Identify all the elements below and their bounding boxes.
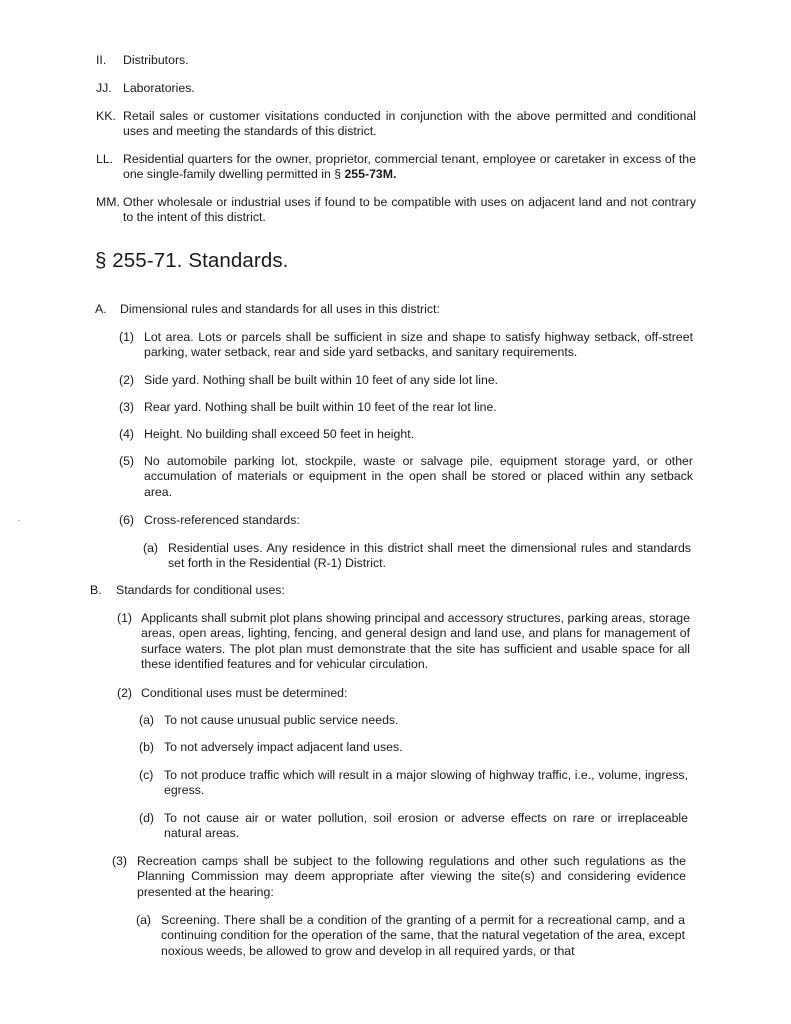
- item-text: Side yard. Nothing shall be built within 10 feet of any side lot line.: [144, 373, 499, 387]
- item-label: (2): [117, 686, 133, 700]
- item-label: (d): [139, 811, 155, 825]
- item-text: To not adversely impact adjacent land uses.: [164, 740, 403, 754]
- use-label: JJ.: [96, 81, 112, 95]
- b-item-2-sub-d: [139, 811, 688, 842]
- item-label: (4): [119, 427, 135, 441]
- item-text: Recreation camps shall be subject to the following regulations and other such regulations as the Planning Commission may deem appropriate after viewing the site(s) and considering evidence presented at the hearing:: [137, 854, 686, 899]
- item-label: (a): [139, 713, 155, 727]
- use-label: II.: [96, 53, 107, 67]
- use-text: Residential quarters for the owner, proprietor, commercial tenant, employee or caretaker in excess of the one single-family dwelling permitted in § 255-73M.: [123, 152, 696, 182]
- item-label: (1): [119, 330, 135, 344]
- item-label: (3): [112, 854, 128, 868]
- item-text: Conditional uses must be determined:: [141, 686, 348, 700]
- item-label: (1): [117, 611, 133, 625]
- use-text: Retail sales or customer visitations conducted in conjunction with the above permitted and conditional uses and meeting the standards of this district.: [123, 109, 696, 139]
- a-item-6: [119, 513, 693, 528]
- use-item-mm: [96, 195, 696, 226]
- item-label: (5): [119, 454, 135, 468]
- section-title: § 255-71. Standards.: [95, 249, 289, 272]
- subsection-text: Dimensional rules and standards for all uses in this district:: [120, 302, 440, 316]
- a-item-2: [119, 373, 693, 388]
- scan-speck: [18, 520, 20, 521]
- subsection-b: [90, 583, 690, 598]
- b-item-2: [117, 686, 690, 701]
- item-text: Residential uses. Any residence in this district shall meet the dimensional rules and standards set forth in the Residential (R-1) District.: [168, 541, 691, 571]
- a-item-6-sub-a: [143, 541, 691, 572]
- item-label: (2): [119, 373, 135, 387]
- b-item-2-sub-a: [139, 713, 688, 728]
- item-text: Lot area. Lots or parcels shall be sufficient in size and shape to satisfy highway setback, off-street parking, water setback, rear and side yard setbacks, and sanitary requirements.: [144, 330, 693, 360]
- use-text: Laboratories.: [123, 81, 195, 95]
- code-reference: 255-73M: [344, 167, 393, 182]
- subsection-a: [95, 302, 695, 317]
- use-text: Distributors.: [123, 53, 189, 67]
- use-label: LL.: [96, 152, 114, 166]
- a-item-1: [119, 330, 693, 361]
- subsection-label: A.: [95, 302, 107, 316]
- a-item-3: [119, 400, 693, 415]
- item-text: To not produce traffic which will result in a major slowing of highway traffic, i.e., volume, ingress, egress.: [164, 768, 688, 798]
- item-label: (c): [139, 768, 154, 782]
- b-item-3: [112, 854, 686, 900]
- item-text: Rear yard. Nothing shall be built within 10 feet of the rear lot line.: [144, 400, 497, 414]
- use-item-ll: [96, 152, 696, 183]
- item-label: (b): [139, 740, 155, 754]
- a-item-4: [119, 427, 693, 442]
- item-label: (a): [143, 541, 159, 555]
- b-item-2-sub-c: [139, 768, 688, 799]
- item-text: No automobile parking lot, stockpile, waste or salvage pile, equipment storage yard, or other accumulation of materials or equipment in the open shall be stored or placed within any setback area.: [144, 454, 693, 499]
- item-text: Cross-referenced standards:: [144, 513, 300, 527]
- item-label: (a): [136, 913, 152, 927]
- use-label: KK.: [96, 109, 116, 123]
- item-text: Applicants shall submit plot plans showing principal and accessory structures, parking areas, storage areas, open areas, lighting, fencing, and general design and land use, and plans for management of surface waters. The plot plan must demonstrate that the site has sufficient and usable space for all these identified features and for vehicular circulation.: [141, 611, 690, 672]
- use-item-ii: [96, 53, 696, 68]
- b-item-1: [117, 611, 690, 673]
- use-text: Other wholesale or industrial uses if found to be compatible with uses on adjacent land and not contrary to the intent of this district.: [123, 195, 696, 225]
- subsection-label: B.: [90, 583, 102, 597]
- item-label: (6): [119, 513, 135, 527]
- use-label: MM.: [96, 195, 120, 209]
- item-text: Height. No building shall exceed 50 feet in height.: [144, 427, 415, 441]
- b-item-3-sub-a: [136, 913, 685, 959]
- use-item-kk: [96, 109, 696, 140]
- item-label: (3): [119, 400, 135, 414]
- item-text: To not cause air or water pollution, soil erosion or adverse effects on rare or irreplaceable natural areas.: [164, 811, 688, 841]
- item-text: Screening. There shall be a condition of the granting of a permit for a recreational camp, and a continuing condition for the operation of the same, that the natural vegetation of the area, except noxious weeds, be allowed to grow and develop in all required yards, or that: [161, 913, 685, 958]
- b-item-2-sub-b: [139, 740, 688, 755]
- item-text: To not cause unusual public service needs.: [164, 713, 399, 727]
- use-item-jj: [96, 81, 696, 96]
- subsection-text: Standards for conditional uses:: [116, 583, 285, 597]
- a-item-5: [119, 454, 693, 500]
